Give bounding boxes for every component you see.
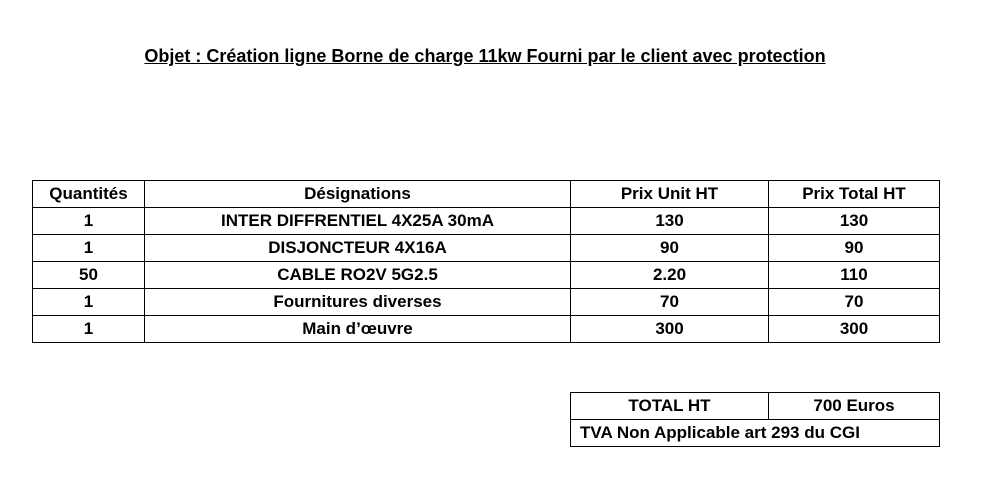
items-table (32, 180, 940, 343)
cell-prix-total: 110 (769, 262, 940, 289)
header-quantite: Quantités (33, 181, 145, 208)
table-row (33, 235, 940, 262)
cell-designation: Main d’œuvre (145, 316, 571, 343)
cell-quantite: 50 (33, 262, 145, 289)
cell-prix-total: 70 (769, 289, 940, 316)
header-prix-unit: Prix Unit HT (571, 181, 769, 208)
total-value: 700 Euros (769, 393, 940, 420)
document-title: Objet : Création ligne Borne de charge 11kw Fourni par le client avec protection (144, 46, 826, 66)
cell-designation: Fournitures diverses (145, 289, 571, 316)
table-row (33, 208, 940, 235)
table-row (33, 316, 940, 343)
cell-prix-unit: 130 (571, 208, 769, 235)
cell-prix-unit: 70 (571, 289, 769, 316)
cell-quantite: 1 (33, 235, 145, 262)
total-label: TOTAL HT (571, 393, 769, 420)
table-header-row (33, 181, 940, 208)
header-designation: Désignations (145, 181, 571, 208)
cell-designation: CABLE RO2V 5G2.5 (145, 262, 571, 289)
cell-prix-unit: 90 (571, 235, 769, 262)
cell-prix-total: 90 (769, 235, 940, 262)
cell-quantite: 1 (33, 289, 145, 316)
cell-designation: INTER DIFFRENTIEL 4X25A 30mA (145, 208, 571, 235)
header-prix-total: Prix Total HT (769, 181, 940, 208)
table-row (33, 262, 940, 289)
cell-quantite: 1 (33, 316, 145, 343)
cell-designation: DISJONCTEUR 4X16A (145, 235, 571, 262)
cell-quantite: 1 (33, 208, 145, 235)
cell-prix-total: 130 (769, 208, 940, 235)
cell-prix-unit: 2.20 (571, 262, 769, 289)
table-row (33, 289, 940, 316)
cell-prix-unit: 300 (571, 316, 769, 343)
tva-row (571, 420, 940, 447)
cell-prix-total: 300 (769, 316, 940, 343)
totals-table (570, 392, 940, 447)
tva-note: TVA Non Applicable art 293 du CGI (571, 420, 940, 447)
total-row (571, 393, 940, 420)
